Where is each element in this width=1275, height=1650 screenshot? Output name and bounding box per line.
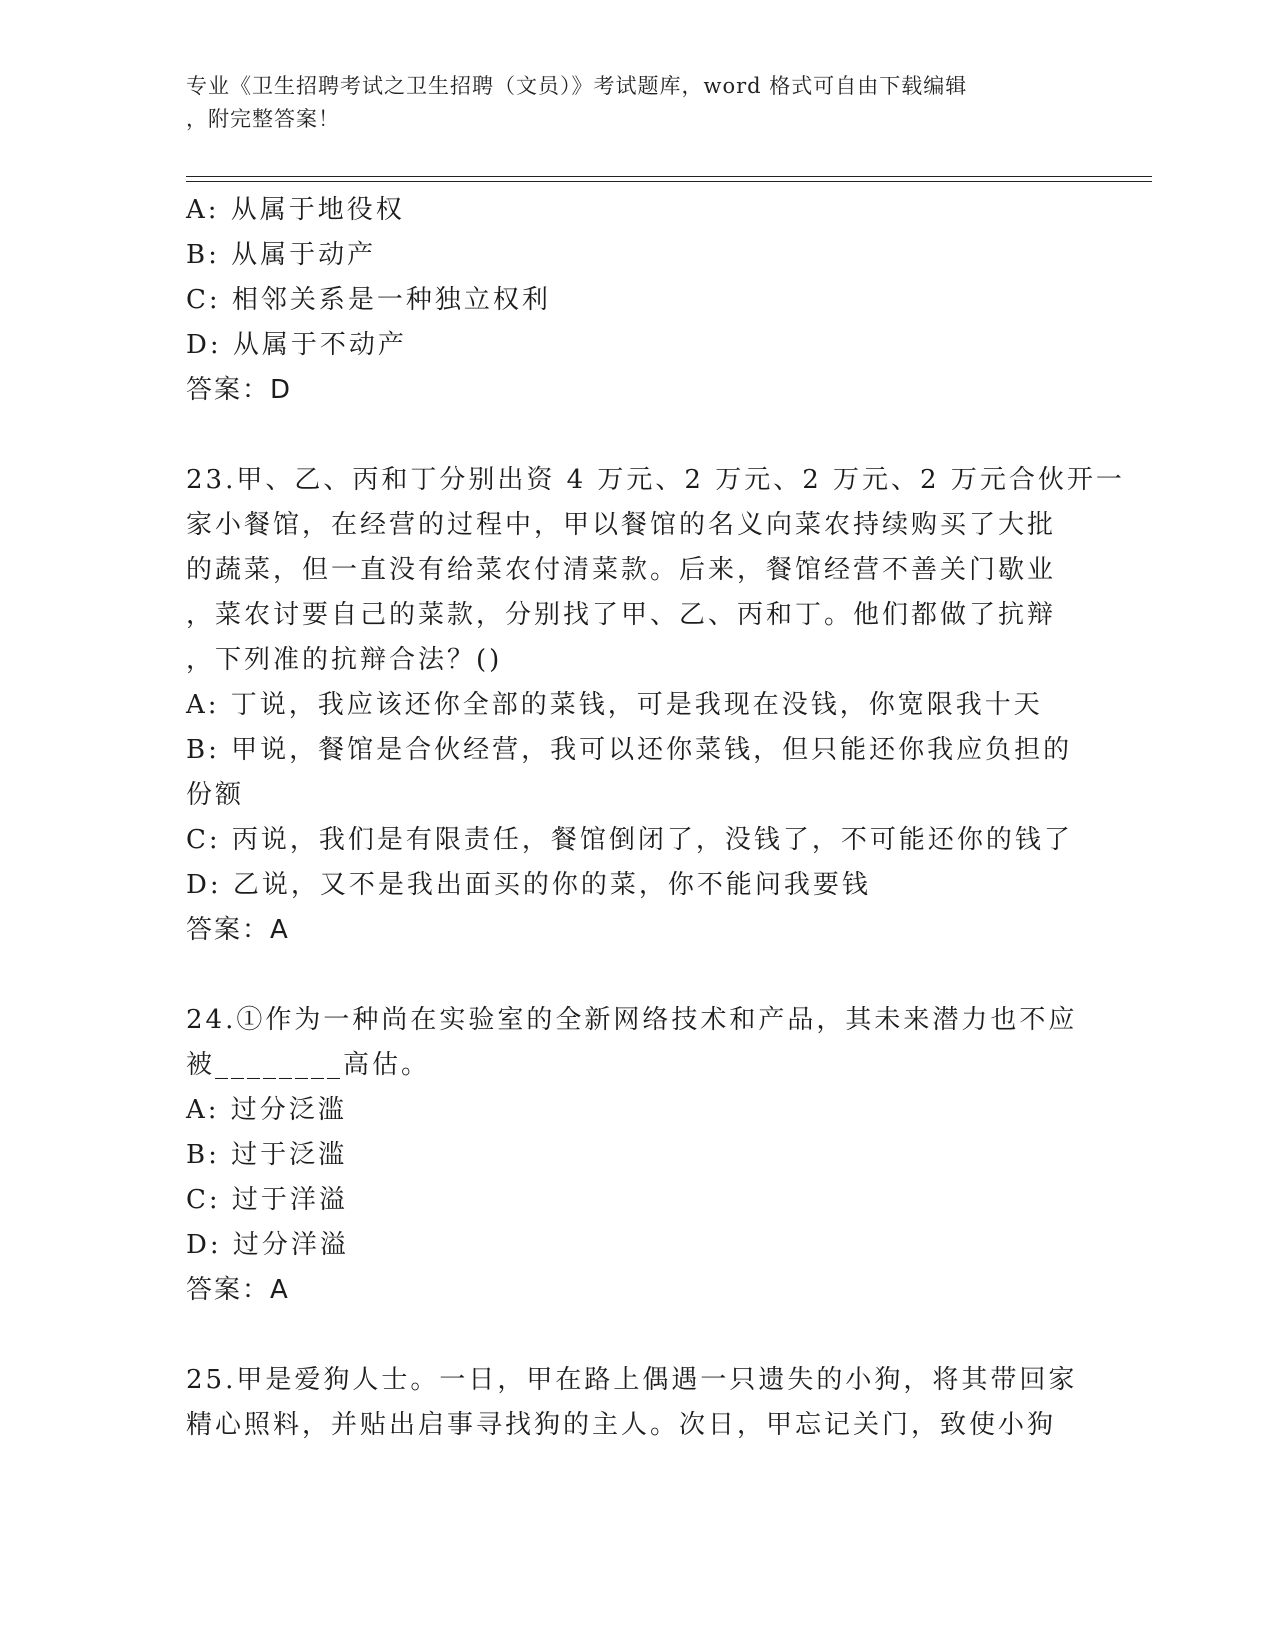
q24-stem-line-2: 被________高估。 xyxy=(186,1050,431,1080)
q22-option-c: C: 相邻关系是一种独立权利 xyxy=(186,285,551,315)
q23-stem-line-1: 23.甲、乙、丙和丁分别出资 4 万元、2 万元、2 万元、2 万元合伙开一 xyxy=(186,465,1125,495)
q23-option-a: A: 丁说，我应该还你全部的菜钱，可是我现在没钱，你宽限我十天 xyxy=(186,690,1043,720)
q22-option-a: A: 从属于地役权 xyxy=(186,195,405,225)
q25-stem-line-1: 25.甲是爱狗人士。一日，甲在路上偶遇一只遗失的小狗，将其带回家 xyxy=(186,1365,1078,1395)
question-24-block xyxy=(186,998,1086,1313)
q24-option-b: B: 过于泛滥 xyxy=(186,1140,348,1170)
q23-stem-line-3: 的蔬菜，但一直没有给菜农付清菜款。后来，餐馆经营不善关门歇业 xyxy=(186,555,1057,585)
q24-option-c: C: 过于洋溢 xyxy=(186,1185,348,1215)
q24-answer: 答案：A xyxy=(186,1275,290,1305)
q23-option-b: B: 甲说，餐馆是合伙经营，我可以还你菜钱，但只能还你我应负担的 xyxy=(186,735,1073,765)
q24-stem-line-1: 24.①作为一种尚在实验室的全新网络技术和产品，其未来潜力也不应 xyxy=(186,1005,1078,1035)
spacer xyxy=(186,413,1086,458)
question-22-block xyxy=(186,188,1086,413)
q24-option-d: D: 过分洋溢 xyxy=(186,1230,349,1260)
header-divider-bottom xyxy=(186,181,1152,182)
q23-stem-line-5: ，下列准的抗辩合法？() xyxy=(186,645,503,675)
question-25-block xyxy=(186,1358,1086,1448)
q23-stem-line-4: ，菜农讨要自己的菜款，分别找了甲、乙、丙和丁。他们都做了抗辩 xyxy=(186,600,1057,630)
q22-option-b: B: 从属于动产 xyxy=(186,240,377,270)
q23-stem-line-2: 家小餐馆，在经营的过程中，甲以餐馆的名义向菜农持续购买了大批 xyxy=(186,510,1057,540)
q23-answer: 答案：A xyxy=(186,915,290,945)
q24-option-a: A: 过分泛滥 xyxy=(186,1095,347,1125)
header-line-2: ，附完整答案！ xyxy=(186,107,340,131)
header-line-1: 专业《卫生招聘考试之卫生招聘（文员）》考试题库，word 格式可自由下载编辑 xyxy=(186,74,968,98)
q23-option-c: C: 丙说，我们是有限责任，餐馆倒闭了，没钱了，不可能还你的钱了 xyxy=(186,825,1073,855)
document-header-note xyxy=(186,70,1066,136)
header-divider-top xyxy=(186,176,1152,177)
q22-answer: 答案：D xyxy=(186,375,293,405)
question-23-block xyxy=(186,458,1125,953)
question-content xyxy=(186,188,1125,1448)
spacer xyxy=(186,953,1086,998)
q23-option-b-continued: 份额 xyxy=(186,780,245,810)
q25-stem-line-2: 精心照料，并贴出启事寻找狗的主人。次日，甲忘记关门，致使小狗 xyxy=(186,1410,1057,1440)
q22-option-d: D: 从属于不动产 xyxy=(186,330,407,360)
q23-option-d: D: 乙说，又不是我出面买的你的菜，你不能问我要钱 xyxy=(186,870,871,900)
spacer xyxy=(186,1313,1086,1358)
